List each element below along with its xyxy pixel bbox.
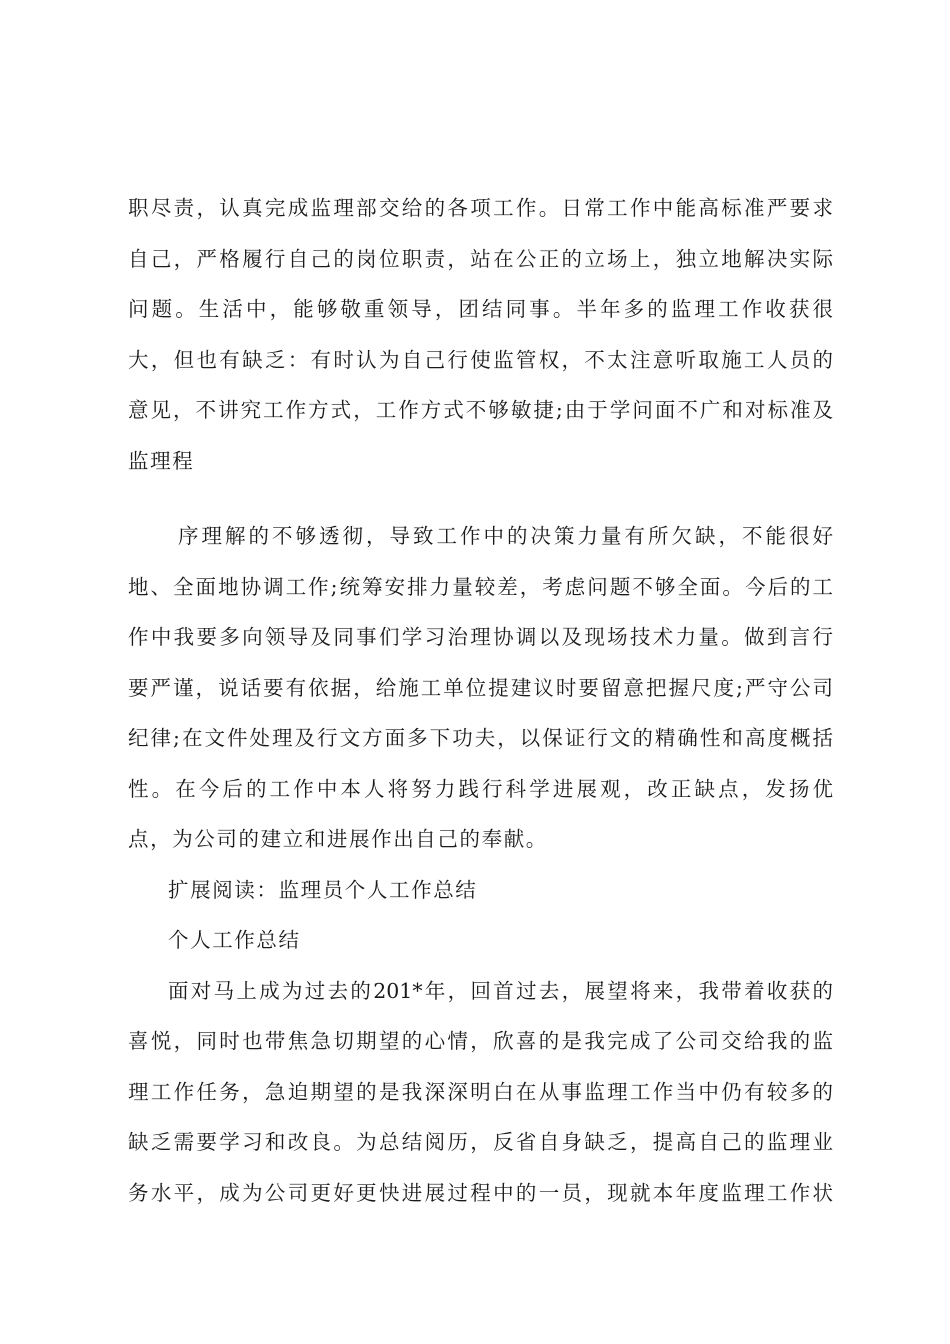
text-line: 大，但也有缺乏：有时认为自己行使监管权，不太注意听取施工人员的 <box>128 347 833 372</box>
section-subtitle: 个人工作总结 <box>168 928 301 952</box>
text-line: 面对马上成为过去的201*年，回首过去，展望将来，我带着收获的 <box>168 978 833 1003</box>
text-line: 缺乏需要学习和改良。为总结阅历，反省自身缺乏，提高自己的监理业 <box>128 1130 833 1154</box>
paragraph-gap <box>128 486 833 511</box>
text-line: 纪律;在文件处理及行文方面多下功夫，以保证行文的精确性和高度概括 <box>128 726 833 750</box>
text-line: 要严谨，说话要有依据，给施工单位提建议时要留意把握尺度;严守公司 <box>128 675 833 700</box>
text-line: 意见，不讲究工作方式，工作方式不够敏捷;由于学问面不广和对标准及 <box>128 398 833 422</box>
text-line: 地、全面地协调工作;统筹安排力量较差，考虑问题不够全面。今后的工 <box>128 574 833 599</box>
text-line: 务水平，成为公司更好更快进展过程中的一员，现就本年度监理工作状 <box>128 1180 833 1205</box>
paragraph-1 <box>128 183 833 486</box>
text-line: 理工作任务，急迫期望的是我深深明白在从事监理工作当中仍有较多的 <box>128 1079 833 1104</box>
text-line: 自己，严格履行自己的岗位职责，站在公正的立场上，独立地解决实际 <box>128 246 833 271</box>
text-line: 性。在今后的工作中本人将努力践行科学进展观，改正缺点，发扬优 <box>128 776 833 801</box>
text-line: 问题。生活中，能够敬重领导，团结同事。半年多的监理工作收获很 <box>128 297 833 321</box>
extended-reading-heading: 扩展阅读：监理员个人工作总结 <box>168 877 478 902</box>
text-line: 序理解的不够透彻，导致工作中的决策力量有所欠缺，不能很好 <box>178 524 833 548</box>
text-line: 作中我要多向领导及同事们学习治理协调以及现场技术力量。做到言行 <box>128 625 833 649</box>
paragraph-2 <box>128 511 833 865</box>
text-line: 点，为公司的建立和进展作出自己的奉献。 <box>128 827 548 851</box>
text-line: 职尽责，认真完成监理部交给的各项工作。日常工作中能高标准严要求 <box>128 196 833 220</box>
text-line: 喜悦，同时也带焦急切期望的心情，欣喜的是我完成了公司交给我的监 <box>128 1029 833 1053</box>
text-line: 监理程 <box>128 448 195 473</box>
paragraph-3 <box>128 966 833 1219</box>
document-body <box>128 183 833 1218</box>
